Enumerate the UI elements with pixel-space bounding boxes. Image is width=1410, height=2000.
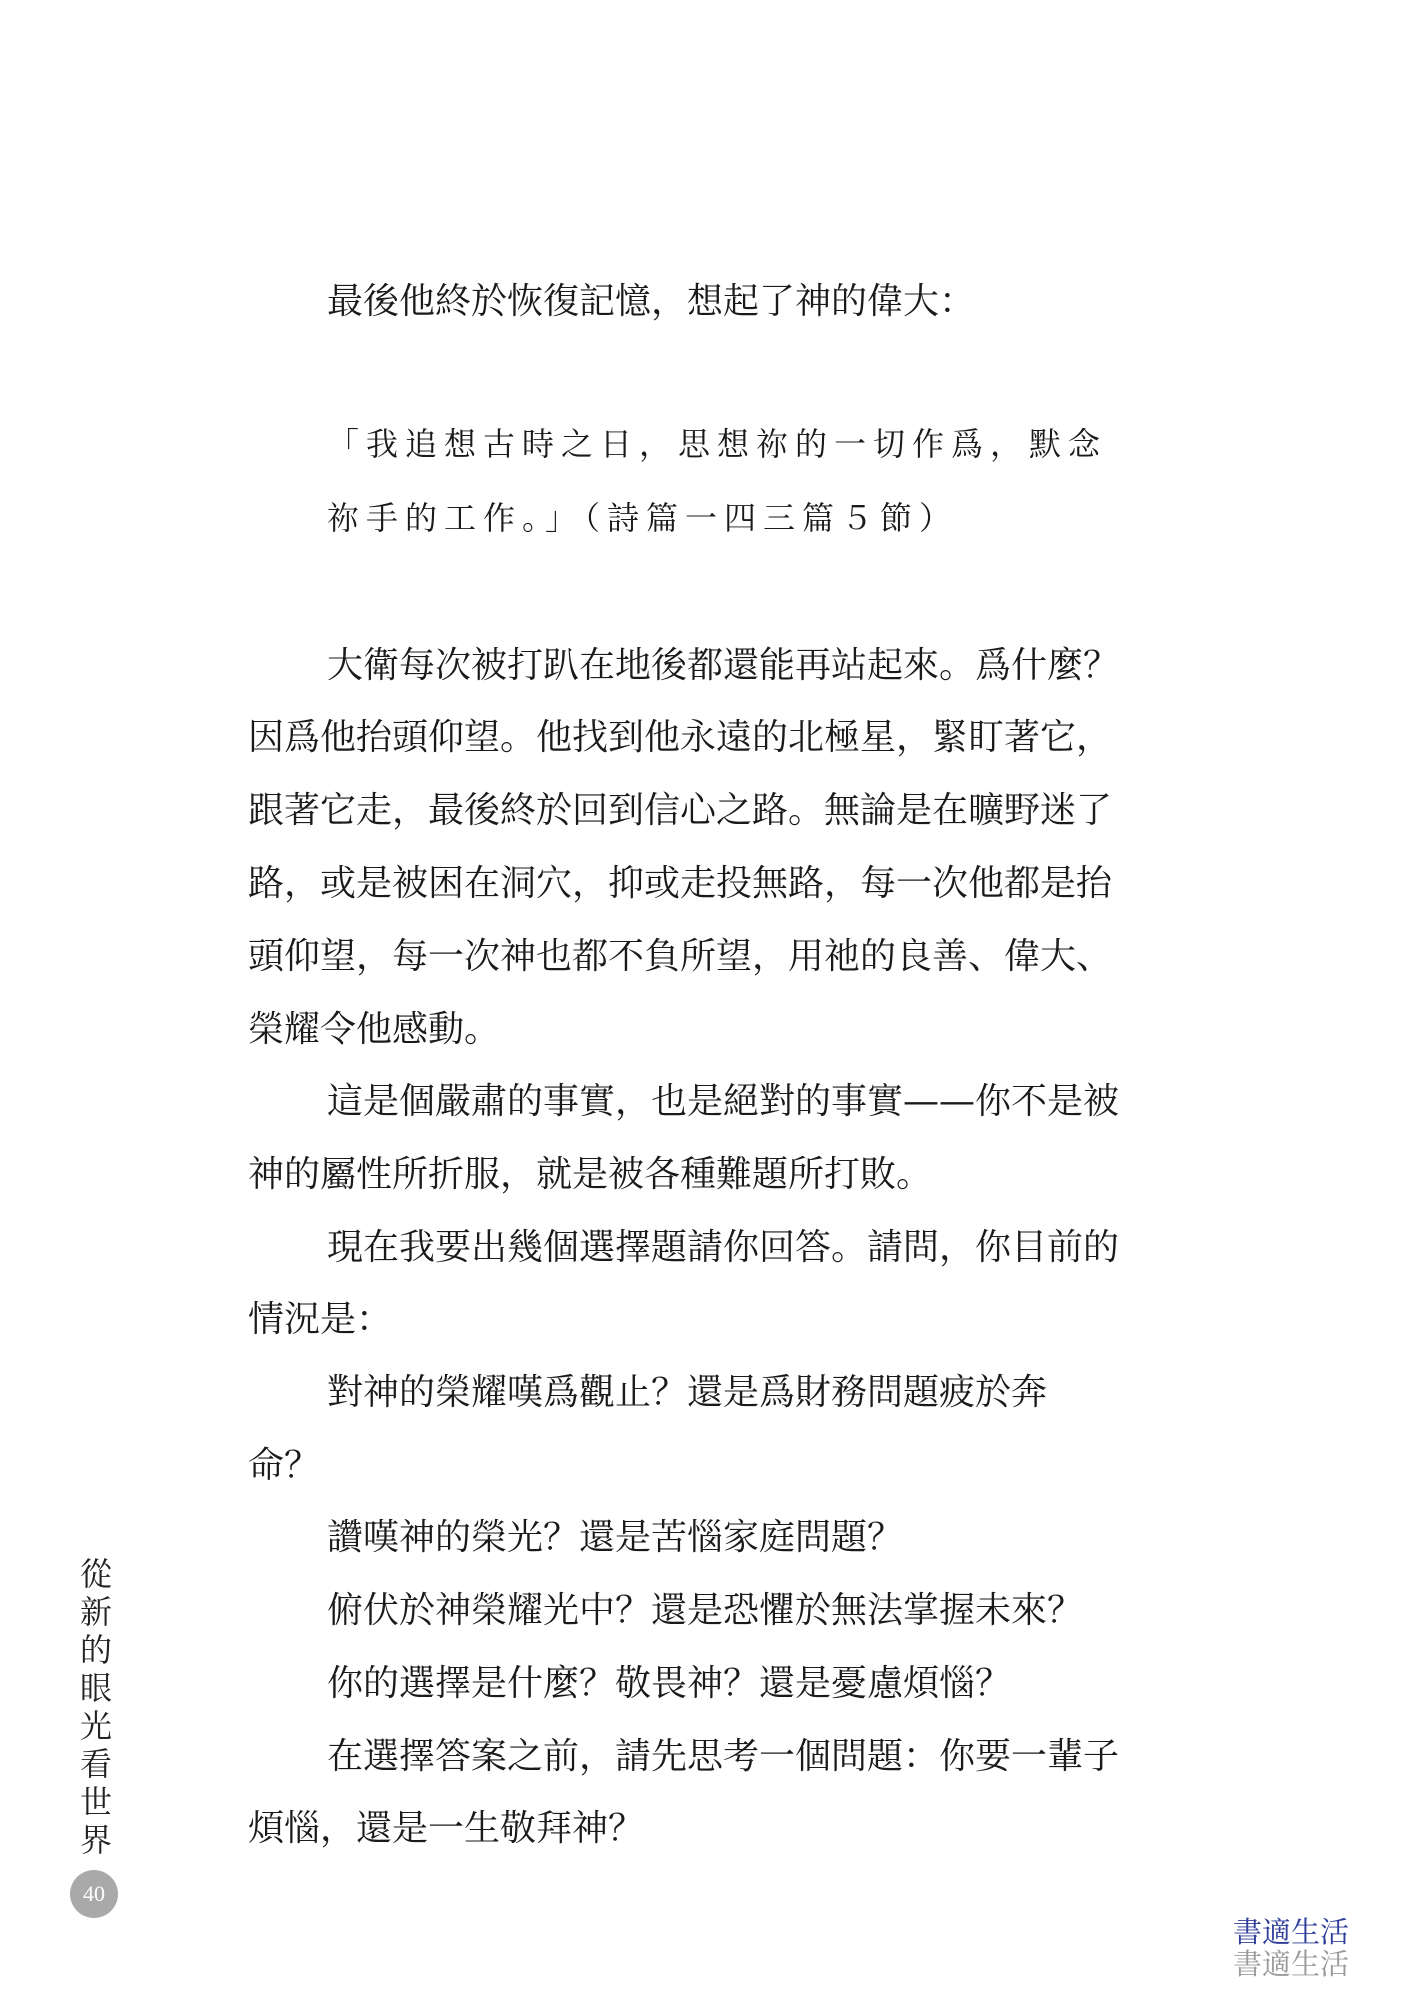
text-line: 現在我要出幾個選擇題請你回答。請問，你目前的 (327, 1227, 1120, 1268)
text-line: 路，或是被困在洞穴，抑或走投無路，每一次他都是抬 (248, 863, 1113, 904)
text-line: 煩惱，還是一生敬拜神？ (248, 1808, 645, 1849)
text-line: 情況是： (248, 1299, 393, 1340)
question-line: 你的選擇是什麼？敬畏神？還是憂慮煩惱？ (327, 1663, 1012, 1704)
text-line: 跟著它走，最後終於回到信心之路。無論是在曠野迷了 (248, 790, 1113, 831)
text-line: 榮耀令他感動。 (248, 1009, 501, 1050)
publisher-watermark-shadow: 書適生活 (1233, 1947, 1350, 1981)
text-line: 因爲他抬頭仰望。他找到他永遠的北極星，緊盯著它， (248, 717, 1113, 758)
page-number-badge: 40 (70, 1870, 118, 1918)
text-line: 最後他終於恢復記憶，想起了神的偉大： (327, 281, 976, 322)
text-line: 在選擇答案之前，請先思考一個問題：你要一輩子 (327, 1736, 1120, 1777)
text-line: 神的屬性所折服，就是被各種難題所打敗。 (248, 1154, 933, 1195)
text-line: 大衛每次被打趴在地後都還能再站起來。爲什麼？ (327, 645, 1120, 686)
scripture-quote-line: 祢手的工作。」（詩篇一四三篇５節） (327, 499, 959, 537)
question-line: 讚嘆神的榮光？還是苦惱家庭問題？ (327, 1517, 904, 1558)
question-line: 命？ (248, 1445, 321, 1486)
running-book-title: 從 新 的 眼 光 看 世 界 (79, 1555, 112, 1859)
text-line: 頭仰望，每一次神也都不負所望，用祂的良善、偉大、 (248, 936, 1113, 977)
question-line: 俯伏於神榮耀光中？還是恐懼於無法掌握未來？ (327, 1590, 1084, 1631)
question-line: 對神的榮耀嘆爲觀止？還是爲財務問題疲於奔 (327, 1372, 1048, 1413)
text-line: 這是個嚴肅的事實，也是絕對的事實——你不是被 (327, 1081, 1120, 1122)
publisher-watermark: 書適生活 (1233, 1915, 1350, 1949)
scripture-quote-line: 「我追想古時之日，思想祢的一切作爲，默念 (327, 425, 1108, 463)
